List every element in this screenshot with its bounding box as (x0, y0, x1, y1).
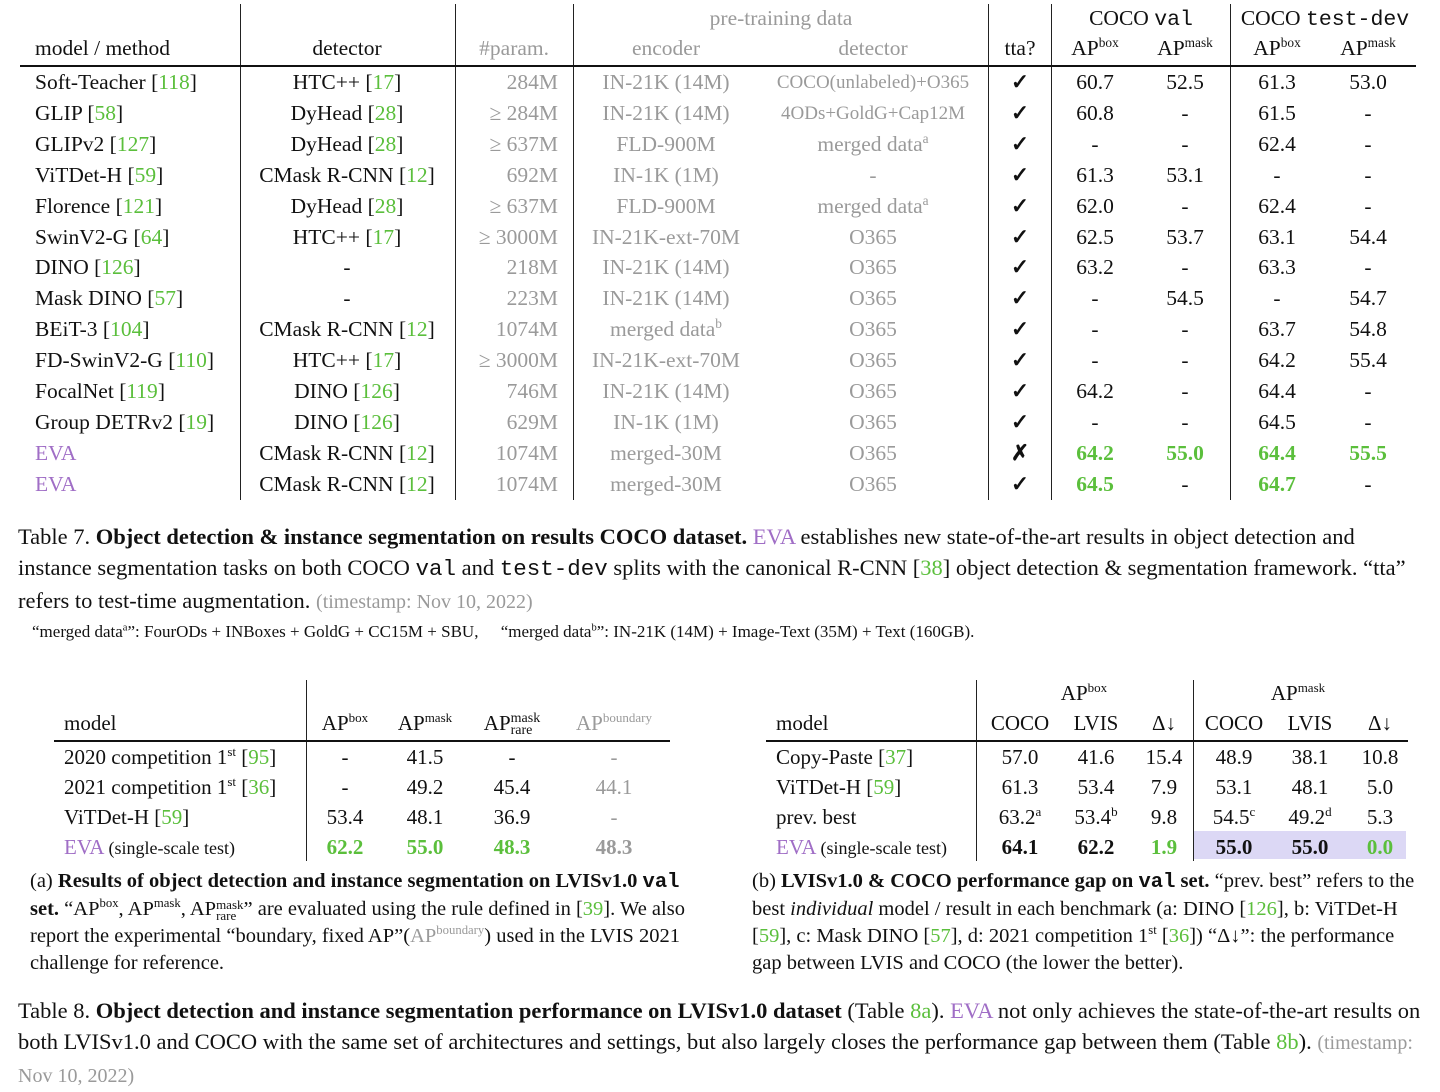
metric-value: 63.2$^a$ (998, 804, 1042, 829)
model-name: 2021 competition 1st [36] (64, 774, 277, 799)
ap-value: - (1181, 471, 1189, 496)
detector: DyHead [28] (290, 131, 404, 156)
ap-value: 62.4 (1258, 193, 1296, 218)
model-name: Soft-Teacher [118] (35, 70, 197, 94)
pretrain-detector-data: O365 (849, 224, 897, 249)
ap-value: - (610, 805, 618, 829)
ap-value: 36.9 (493, 805, 531, 829)
ap-value: - (1181, 317, 1189, 342)
metric-value: 48.9 (1215, 745, 1253, 769)
ap-value: 62.5 (1076, 224, 1114, 249)
ap-value: 54.4 (1349, 224, 1387, 249)
model-name: Florence [121] (35, 193, 163, 218)
detector: DyHead [28] (290, 100, 404, 125)
table-row (20, 191, 1416, 222)
pretrain-detector-data: 4ODs+GoldG+Cap12M (781, 102, 965, 124)
table-8a (54, 676, 670, 861)
table-row (20, 438, 1416, 469)
table-row (54, 742, 670, 772)
encoder-data: IN-1K (1M) (613, 409, 719, 434)
ap-value: - (1364, 100, 1372, 125)
ap-value: - (1364, 162, 1372, 187)
model-header: model / method (35, 36, 170, 60)
tta-mark: ✓ (1010, 286, 1030, 311)
ap-value: 62.2 (326, 835, 364, 859)
ap-value: 64.4 (1258, 440, 1296, 465)
ap-value: 53.0 (1349, 70, 1387, 94)
encoder-data: IN-21K (14M) (602, 100, 730, 125)
table-8b-caption: (b) LVISv1.0 & COCO performance gap on val set. “prev. best” refers to the best individual model / result in each benchmark (a: DINO [126], b: ViTDet-H [59], c: Mask DINO [57], d: 2021 competition 1st [36]) “Δ↓”: the performance gap between LVIS and COCO (the lower the better). (752, 870, 1415, 974)
encoder-data: FLD-900M (616, 193, 716, 218)
ap-value: 62.0 (1076, 193, 1114, 218)
detector: CMask R-CNN [12] (259, 162, 435, 187)
ap-value: 61.3 (1076, 162, 1114, 187)
pretrain-detector-data: O365 (849, 317, 897, 342)
ap-value: 63.2 (1076, 255, 1114, 280)
ap-value: - (508, 745, 516, 769)
ap-value: - (1181, 255, 1189, 280)
table-row (20, 129, 1416, 160)
tta-mark: ✗ (1010, 440, 1030, 465)
table-7 (20, 0, 1416, 500)
ap-value: 55.0 (1166, 440, 1204, 465)
table-header-row (20, 33, 1416, 64)
ap-box-header: $AP^{box}$ (321, 710, 369, 735)
table-8b (766, 676, 1408, 861)
param-count: ≥ 3000M (478, 348, 558, 373)
model-name: GLIP [58] (35, 100, 124, 125)
table-header-row (766, 678, 1408, 708)
ap-value: 53.4 (326, 805, 364, 829)
model-name: ViTDet-H [59] (64, 805, 190, 829)
ap-value: - (1181, 193, 1189, 218)
model-name: EVA (single-scale test) (776, 835, 947, 859)
encoder-data: IN-21K (14M) (602, 70, 730, 94)
encoder-data: IN-21K (14M) (602, 255, 730, 280)
pretrain-detector-data: O365 (849, 348, 897, 373)
ap-value: 63.1 (1258, 224, 1296, 249)
ap-value: - (1181, 131, 1189, 156)
table-row (766, 772, 1408, 802)
tta-mark: ✓ (1010, 162, 1030, 187)
table-header-row (766, 708, 1408, 738)
ap-value: 53.1 (1166, 162, 1204, 187)
metric-value: 54.5$^c$ (1212, 804, 1256, 829)
ap-boundary-header: $AP^{boundary}$ (575, 710, 653, 735)
table-8-caption: Table 8. Object detection and instance segmentation performance on LVISv1.0 dataset (Table 8a). EVA not only achieves the state-of-the-art results on both LVISv1.0 and COCO with the same set of architectures and settings, but also largely closes the performance gap between them (Table 8b). (timestamp: Nov 10, 2022) (18, 998, 1421, 1087)
pretrain-detector-data: COCO(unlabeled)+O365 (776, 72, 970, 93)
model-header: model (64, 711, 117, 735)
model-name: EVA (single-scale test) (64, 835, 235, 859)
table-header-row (54, 708, 670, 738)
metric-value: 57.0 (1001, 745, 1039, 769)
detector: DINO [126] (294, 379, 400, 403)
coco-testdev-header: COCO test-dev (1240, 6, 1410, 32)
ap-mask-header: $AP^{mask}$ (1157, 34, 1213, 60)
ap-box-header: $AP^{box}$ (1253, 34, 1301, 60)
table-8a-caption: (a) Results of object detection and instance segmentation on LVISv1.0 val set. “$AP^{box}$, $AP^{mask}$, AP mask rare ” are evaluated using the rule defined in [39]. We also report the experimental “boundary, fixed $AP”(AP^{boundary})$ used in the LVIS 2021 challenge for reference. (30, 870, 685, 974)
metric-value: 5.3 (1366, 805, 1394, 829)
model-name: DINO [126] (35, 255, 141, 280)
ap-value: - (341, 775, 349, 799)
encoder-data: merged-30M (610, 440, 722, 465)
param-count: 223M (506, 286, 558, 311)
encoder-data: IN-21K-ext-70M (591, 224, 741, 249)
table-row (20, 469, 1416, 500)
ap-value: - (1181, 409, 1189, 434)
param-count: ≥ 284M (489, 100, 558, 125)
ap-value: 54.5 (1166, 286, 1204, 311)
ap-value: - (341, 745, 349, 769)
ap-value: 53.7 (1166, 224, 1204, 249)
detector: HTC++ [17] (292, 348, 402, 373)
tta-mark: ✓ (1010, 100, 1030, 125)
pretrain-detector-data: O365 (849, 255, 897, 280)
ap-value: - (1091, 317, 1099, 342)
table-row (54, 802, 670, 832)
ap-value: - (1273, 286, 1281, 311)
pretrain-detector-data: merged data$^a$ (817, 130, 929, 156)
table-row (54, 832, 670, 862)
model-name: Mask DINO [57] (35, 286, 184, 311)
metric-value: 53.4 (1077, 775, 1115, 799)
ap-value: 63.3 (1258, 255, 1296, 280)
ap-mask-header: $AP^{mask}$ (397, 710, 453, 735)
param-count: ≥ 3000M (478, 224, 558, 249)
ap-value: 64.5 (1076, 471, 1114, 496)
model-name: ViTDet-H [59] (35, 162, 164, 187)
tta-mark: ✓ (1010, 379, 1030, 403)
tta-mark: ✓ (1010, 224, 1030, 249)
metric-value: 7.9 (1150, 775, 1178, 799)
table-row (20, 314, 1416, 345)
ap-value: 41.5 (406, 745, 444, 769)
table-row (20, 407, 1416, 438)
pretraining-header: pre-training data (709, 6, 853, 30)
coco-header: COCO (990, 711, 1050, 735)
ap-value: - (1091, 348, 1099, 373)
detector: HTC++ [17] (292, 70, 402, 94)
metric-value: 61.3 (1001, 775, 1039, 799)
pt-detector-header: detector (838, 36, 908, 60)
ap-value: 44.1 (595, 775, 633, 799)
ap-mask-group-header: $AP^{mask}$ (1270, 680, 1326, 705)
table-7-caption: Table 7. Object detection & instance segmentation on results COCO dataset. EVA establishes new state-of-the-art results in object detection and instance segmentation tasks on both COCO val and test-dev splits with the canonical R-CNN [38] object detection & segmentation framework. “tta” refers to test-time augmentation. (timestamp: Nov 10, 2022) (18, 524, 1406, 613)
ap-value: 60.7 (1076, 70, 1114, 94)
table-row (20, 252, 1416, 283)
table-7-footnote: “merged data$^a$”: FourODs + INBoxes + GoldG + CC15M + SBU, “merged data$^b$”: IN-21K (14M) + Image-Text (35M) + Text (160GB). (32, 622, 975, 641)
model-name: EVA (35, 440, 77, 465)
param-count: 284M (506, 70, 558, 94)
tta-mark: ✓ (1010, 317, 1030, 342)
ap-value: 55.5 (1349, 440, 1387, 465)
delta-header: Δ↓ (1151, 711, 1177, 735)
encoder-data: merged data$^b$ (610, 316, 722, 342)
tta-mark: ✓ (1010, 70, 1030, 94)
detector: DyHead [28] (290, 193, 404, 218)
metric-value: 5.0 (1366, 775, 1394, 799)
table-row (54, 772, 670, 802)
tta-header: tta? (1004, 36, 1036, 60)
ap-value: - (1364, 193, 1372, 218)
encoder-data: merged-30M (610, 471, 722, 496)
ap-value: 64.2 (1076, 379, 1114, 403)
lvis-header: LVIS (1073, 711, 1119, 735)
ap-value: 64.2 (1258, 348, 1296, 373)
ap-value: - (1364, 379, 1372, 403)
metric-value: 55.0 (1215, 835, 1253, 859)
metric-value: 9.8 (1150, 805, 1178, 829)
ap-value: - (1091, 286, 1099, 311)
param-count: 692M (506, 162, 558, 187)
table-header-row (20, 3, 1416, 34)
ap-value: 49.2 (406, 775, 444, 799)
ap-value: 64.7 (1258, 471, 1296, 496)
ap-value: - (610, 745, 618, 769)
model-name: 2020 competition 1st [95] (64, 744, 277, 769)
ap-value: 61.3 (1258, 70, 1296, 94)
metric-value: 53.1 (1215, 775, 1253, 799)
ap-value: 55.0 (406, 835, 444, 859)
ap-value: 54.7 (1349, 286, 1387, 311)
ap-value: 62.4 (1258, 131, 1296, 156)
metric-value: 53.4$^b$ (1074, 804, 1118, 829)
coco-val-header: COCO val (1089, 6, 1193, 32)
ap-value: 64.4 (1258, 379, 1296, 403)
model-name: FD-SwinV2-G [110] (35, 348, 214, 373)
metric-value: 64.1 (1001, 835, 1039, 859)
model-name: Copy-Paste [37] (776, 745, 914, 769)
param-header: #param. (479, 36, 549, 60)
model-name: EVA (35, 471, 77, 496)
metric-value: 0.0 (1366, 835, 1394, 859)
metric-value: 10.8 (1361, 745, 1399, 769)
table-row (766, 802, 1408, 832)
table-row (20, 222, 1416, 253)
param-count: 1074M (495, 317, 558, 342)
encoder-data: IN-21K (14M) (602, 286, 730, 311)
param-count: ≥ 637M (489, 131, 558, 156)
ap-value: 45.4 (493, 775, 531, 799)
model-name: BEiT-3 [104] (35, 317, 150, 342)
metric-value: 15.4 (1145, 745, 1183, 769)
metric-value: 55.0 (1291, 835, 1329, 859)
model-name: GLIPv2 [127] (35, 131, 157, 156)
ap-box-group-header: $AP^{box}$ (1060, 680, 1108, 705)
ap-value: 55.4 (1349, 348, 1387, 373)
ap-value: 64.2 (1076, 440, 1114, 465)
tta-mark: ✓ (1010, 131, 1030, 156)
param-count: 1074M (495, 440, 558, 465)
encoder-header: encoder (631, 36, 701, 60)
encoder-data: IN-1K (1M) (613, 162, 719, 187)
metric-value: 49.2$^d$ (1288, 804, 1332, 829)
detector: CMask R-CNN [12] (259, 471, 435, 496)
param-count: 629M (506, 409, 558, 434)
model-name: SwinV2-G [64] (35, 224, 170, 249)
table-row (20, 283, 1416, 314)
metric-value: 41.6 (1077, 745, 1115, 769)
ap-value: - (1181, 379, 1189, 403)
ap-value: - (1181, 100, 1189, 125)
ap-value: 60.8 (1076, 100, 1114, 125)
lvis-header: LVIS (1287, 711, 1333, 735)
param-count: 746M (506, 379, 558, 403)
ap-value: 63.7 (1258, 317, 1296, 342)
metric-value: 38.1 (1291, 745, 1329, 769)
ap-value: 54.8 (1349, 317, 1387, 342)
tta-mark: ✓ (1010, 348, 1030, 373)
detector: CMask R-CNN [12] (259, 317, 435, 342)
ap-value: 61.5 (1258, 100, 1296, 125)
metric-value: 1.9 (1150, 835, 1178, 859)
model-header: model (776, 711, 829, 735)
ap-value: - (1364, 255, 1372, 280)
tta-mark: ✓ (1010, 193, 1030, 218)
ap-value: - (1364, 131, 1372, 156)
ap-value: 48.3 (493, 835, 531, 859)
pretrain-detector-data: O365 (849, 379, 897, 403)
ap-value: 48.1 (406, 805, 444, 829)
delta-header: Δ↓ (1367, 711, 1393, 735)
pretrain-detector-data: O365 (849, 471, 897, 496)
ap-value: - (1364, 471, 1372, 496)
tta-mark: ✓ (1010, 471, 1030, 496)
table-row (766, 832, 1408, 862)
model-name: ViTDet-H [59] (776, 775, 902, 799)
table-row (20, 67, 1416, 98)
metric-value: 48.1 (1291, 775, 1329, 799)
ap-value: - (1273, 162, 1281, 187)
param-count: ≥ 637M (489, 193, 558, 218)
ap-box-header: $AP^{box}$ (1071, 34, 1119, 60)
model-name: Group DETRv2 [19] (35, 409, 215, 434)
ap-value: - (1364, 409, 1372, 434)
ap-mask-header: $AP^{mask}$ (1340, 34, 1396, 60)
detector: - (343, 286, 351, 311)
metric-value: 62.2 (1077, 835, 1115, 859)
encoder-data: IN-21K-ext-70M (591, 348, 741, 373)
table-row (20, 98, 1416, 129)
coco-header: COCO (1204, 711, 1264, 735)
model-name: prev. best (776, 805, 857, 829)
model-name: FocalNet [119] (35, 379, 165, 403)
encoder-data: FLD-900M (616, 131, 716, 156)
pretrain-detector-data: O365 (849, 409, 897, 434)
detector: CMask R-CNN [12] (259, 440, 435, 465)
ap-value: 48.3 (595, 835, 633, 859)
table-row (20, 376, 1416, 407)
pretrain-detector-data: O365 (849, 440, 897, 465)
encoder-data: IN-21K (14M) (602, 379, 730, 403)
detector: - (343, 255, 351, 280)
pretrain-detector-data: O365 (849, 286, 897, 311)
table-row (20, 160, 1416, 191)
detector: DINO [126] (294, 409, 400, 434)
table-row (20, 345, 1416, 376)
ap-value: 52.5 (1166, 70, 1204, 94)
ap-value: 64.5 (1258, 409, 1296, 434)
pretrain-detector-data: - (869, 162, 877, 187)
ap-mask-rare-header: AP mask rare (483, 711, 541, 739)
ap-value: - (1091, 409, 1099, 434)
tta-mark: ✓ (1010, 255, 1030, 280)
tta-mark: ✓ (1010, 409, 1030, 434)
detector: HTC++ [17] (292, 224, 402, 249)
table-row (766, 742, 1408, 772)
pretrain-detector-data: merged data$^a$ (817, 192, 929, 218)
ap-value: - (1091, 131, 1099, 156)
ap-value: - (1181, 348, 1189, 373)
param-count: 1074M (495, 471, 558, 496)
detector-header: detector (312, 36, 382, 60)
param-count: 218M (506, 255, 558, 280)
